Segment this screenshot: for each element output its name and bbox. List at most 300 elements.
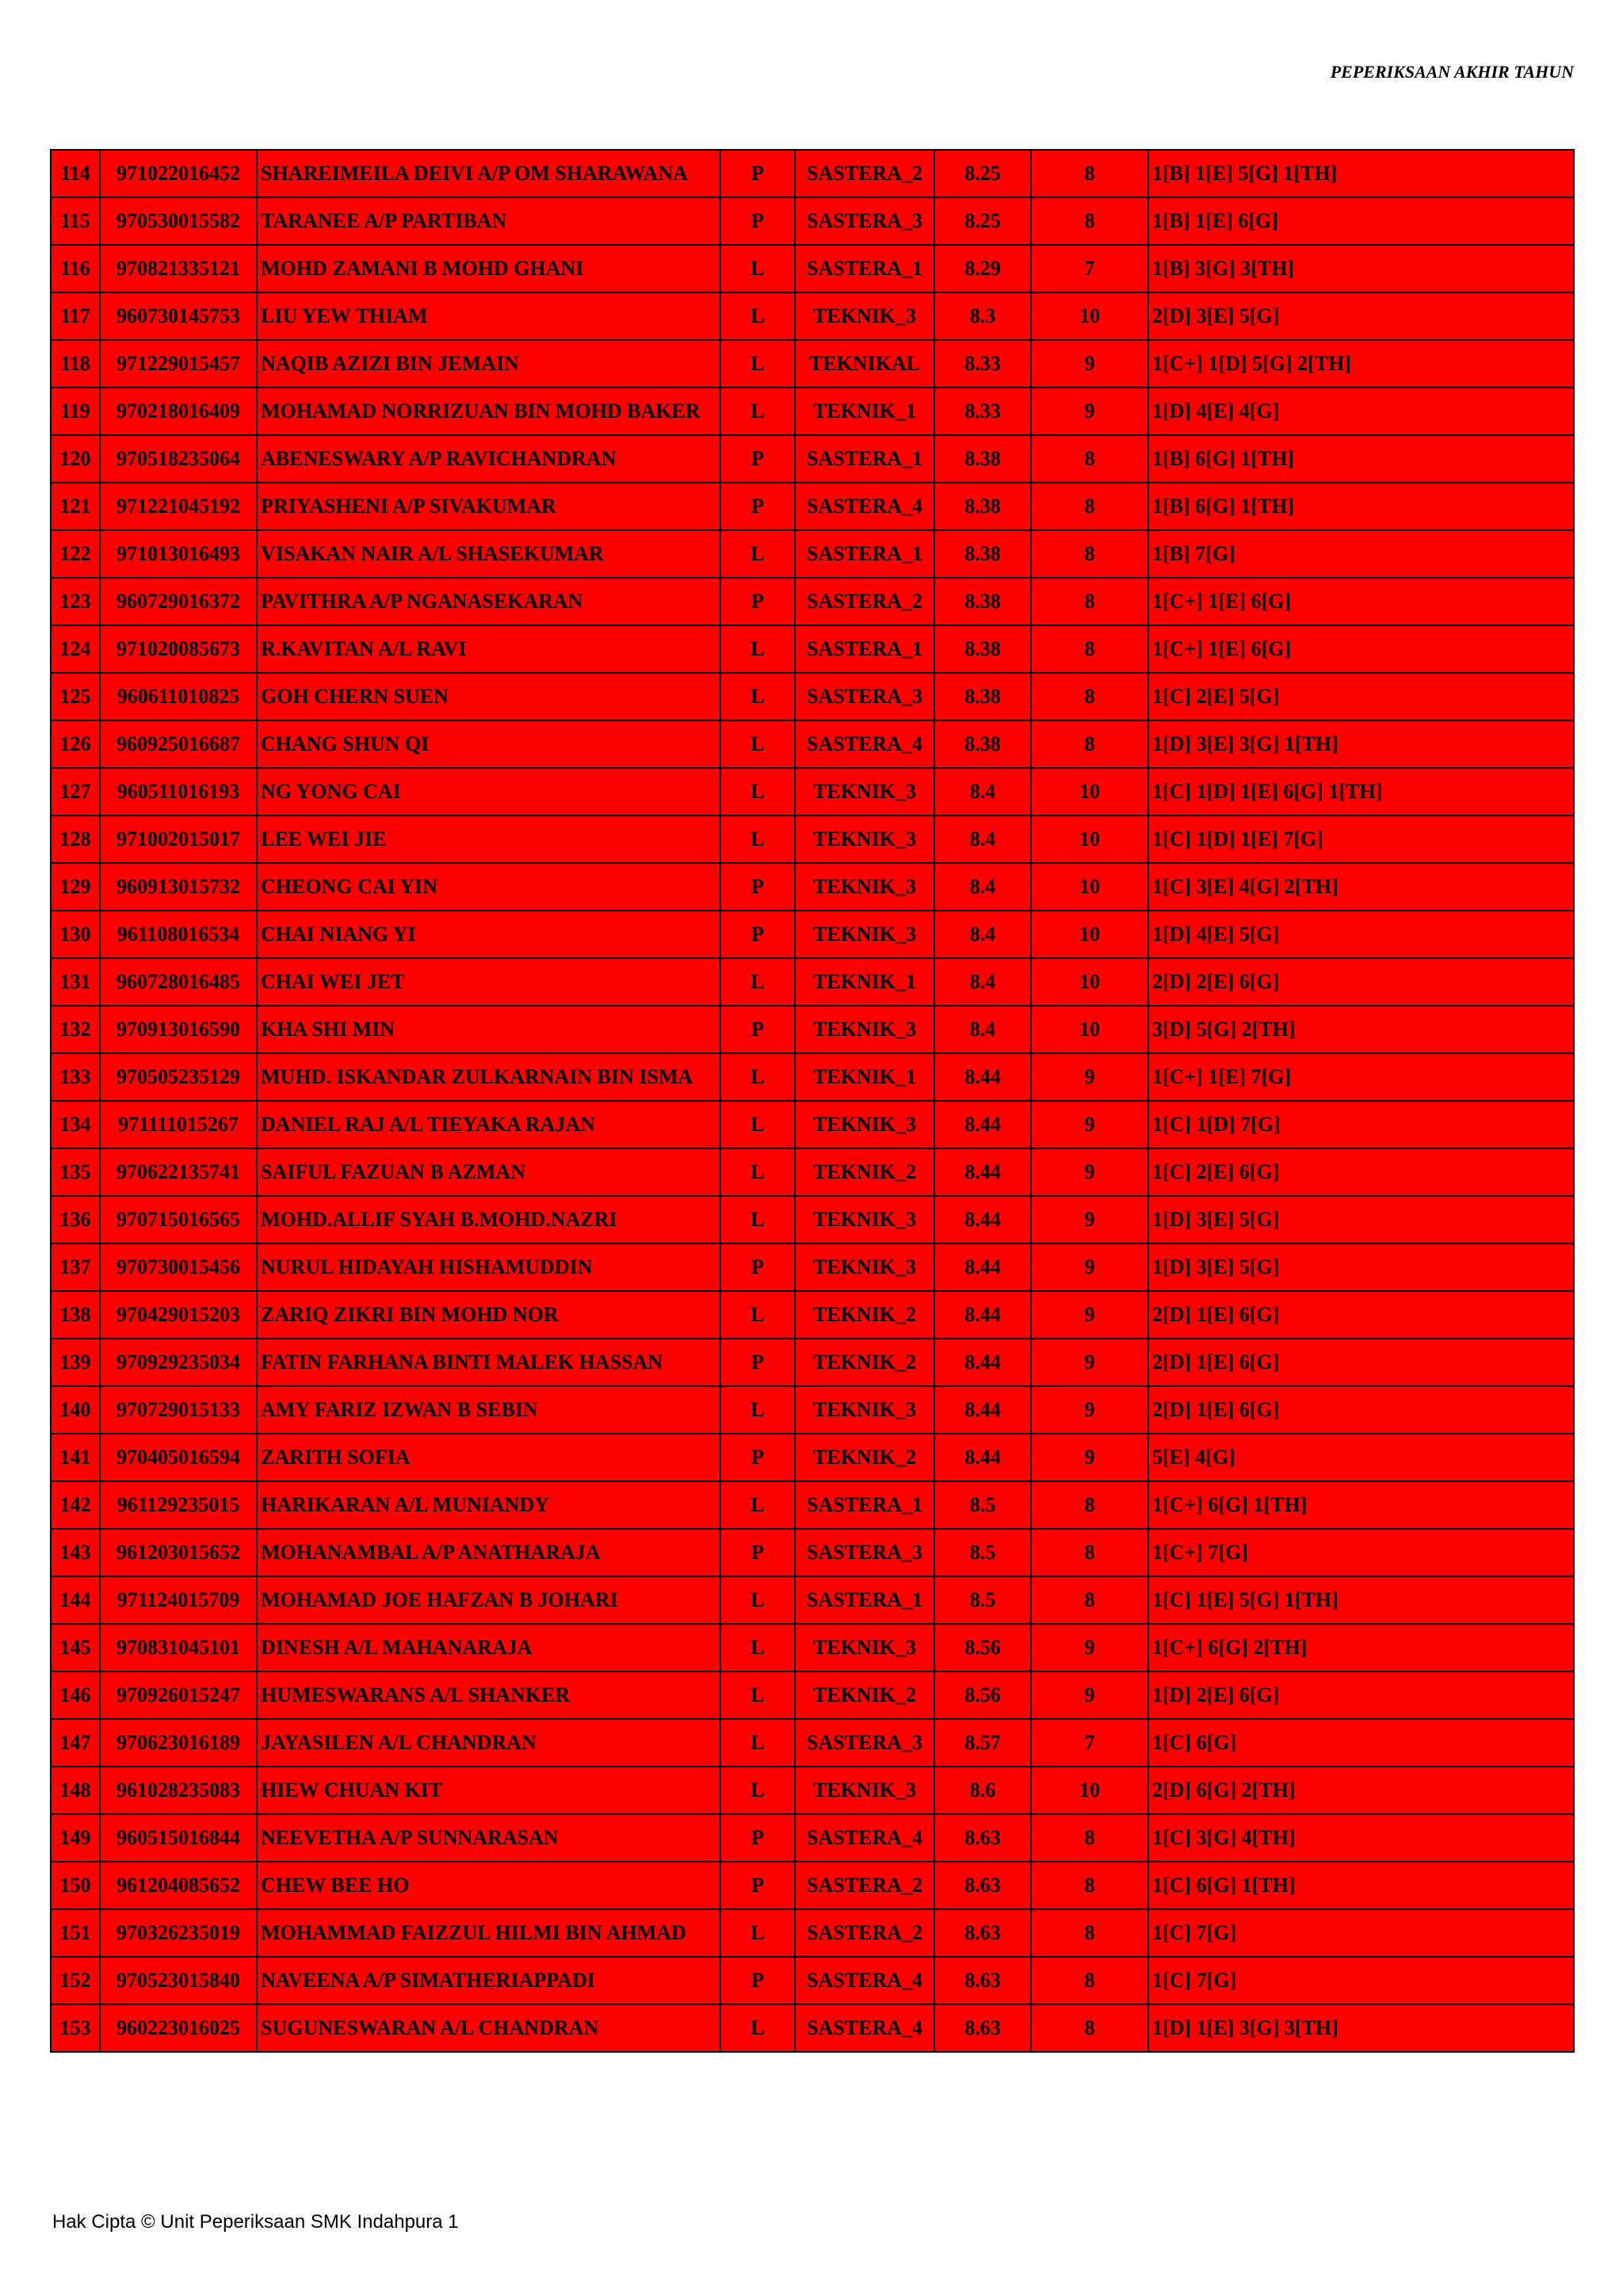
cell-score: 8.38 <box>934 625 1031 673</box>
cell-score: 8.38 <box>934 530 1031 578</box>
cell-score: 8.4 <box>934 1006 1031 1053</box>
cell-number: 145 <box>51 1624 100 1671</box>
cell-name: DINESH A/L MAHANARAJA <box>257 1624 720 1671</box>
table-row <box>51 1196 1574 1244</box>
page-header-title: PEPERIKSAAN AKHIR TAHUN <box>1330 62 1574 82</box>
cell-score: 8.33 <box>934 340 1031 388</box>
cell-grades: 1[C] 2[E] 5[G] <box>1148 673 1574 720</box>
cell-score: 8.63 <box>934 1909 1031 1957</box>
cell-class: SASTERA_1 <box>795 435 934 483</box>
cell-score: 8.44 <box>934 1339 1031 1386</box>
cell-subject-count: 10 <box>1031 816 1148 863</box>
cell-name: GOH CHERN SUEN <box>257 673 720 720</box>
cell-subject-count: 8 <box>1031 625 1148 673</box>
cell-name: VISAKAN NAIR A/L SHASEKUMAR <box>257 530 720 578</box>
cell-grades: 1[C+] 1[E] 7[G] <box>1148 1053 1574 1101</box>
cell-number: 119 <box>51 388 100 435</box>
cell-number: 143 <box>51 1529 100 1576</box>
cell-gender: L <box>720 673 795 720</box>
cell-class: TEKNIK_2 <box>795 1339 934 1386</box>
cell-subject-count: 7 <box>1031 1719 1148 1767</box>
cell-ic-number: 970729015133 <box>100 1386 257 1434</box>
cell-class: TEKNIK_3 <box>795 1006 934 1053</box>
cell-number: 115 <box>51 197 100 245</box>
table-row <box>51 1006 1574 1053</box>
cell-ic-number: 961108016534 <box>100 911 257 958</box>
cell-number: 124 <box>51 625 100 673</box>
cell-ic-number: 960511016193 <box>100 768 257 816</box>
cell-score: 8.44 <box>934 1244 1031 1291</box>
cell-name: PAVITHRA A/P NGANASEKARAN <box>257 578 720 625</box>
table-row <box>51 1719 1574 1767</box>
cell-grades: 1[C] 1[E] 5[G] 1[TH] <box>1148 1576 1574 1624</box>
cell-class: TEKNIK_3 <box>795 292 934 340</box>
cell-grades: 1[B] 1[E] 6[G] <box>1148 197 1574 245</box>
table-row <box>51 1671 1574 1719</box>
cell-ic-number: 960913015732 <box>100 863 257 911</box>
cell-class: SASTERA_2 <box>795 578 934 625</box>
cell-number: 138 <box>51 1291 100 1339</box>
cell-score: 8.25 <box>934 150 1031 197</box>
cell-name: SHAREIMEILA DEIVI A/P OM SHARAWANA <box>257 150 720 197</box>
cell-name: MOHAMMAD FAIZZUL HILMI BIN AHMAD <box>257 1909 720 1957</box>
cell-grades: 1[C] 3[G] 4[TH] <box>1148 1814 1574 1862</box>
cell-ic-number: 971020085673 <box>100 625 257 673</box>
cell-class: TEKNIK_2 <box>795 1671 934 1719</box>
cell-score: 8.56 <box>934 1671 1031 1719</box>
cell-subject-count: 9 <box>1031 388 1148 435</box>
cell-number: 141 <box>51 1434 100 1481</box>
cell-class: TEKNIK_1 <box>795 958 934 1006</box>
cell-subject-count: 9 <box>1031 1339 1148 1386</box>
cell-class: SASTERA_3 <box>795 1529 934 1576</box>
table-row <box>51 1624 1574 1671</box>
cell-class: SASTERA_2 <box>795 1862 934 1909</box>
cell-name: ZARIQ ZIKRI BIN MOHD NOR <box>257 1291 720 1339</box>
cell-ic-number: 960515016844 <box>100 1814 257 1862</box>
cell-subject-count: 8 <box>1031 1576 1148 1624</box>
cell-score: 8.4 <box>934 863 1031 911</box>
cell-subject-count: 10 <box>1031 1767 1148 1814</box>
cell-gender: P <box>720 1244 795 1291</box>
cell-number: 135 <box>51 1148 100 1196</box>
cell-grades: 1[C+] 1[E] 6[G] <box>1148 625 1574 673</box>
cell-ic-number: 971229015457 <box>100 340 257 388</box>
cell-gender: L <box>720 816 795 863</box>
cell-ic-number: 970821335121 <box>100 245 257 292</box>
cell-name: AMY FARIZ IZWAN B SEBIN <box>257 1386 720 1434</box>
cell-ic-number: 971022016452 <box>100 150 257 197</box>
cell-grades: 1[C] 1[D] 7[G] <box>1148 1101 1574 1148</box>
cell-grades: 2[D] 3[E] 5[G] <box>1148 292 1574 340</box>
cell-number: 128 <box>51 816 100 863</box>
cell-number: 117 <box>51 292 100 340</box>
table-row <box>51 958 1574 1006</box>
cell-number: 137 <box>51 1244 100 1291</box>
table-row <box>51 1291 1574 1339</box>
cell-name: LEE WEI JIE <box>257 816 720 863</box>
cell-score: 8.44 <box>934 1386 1031 1434</box>
table-row <box>51 1814 1574 1862</box>
cell-score: 8.38 <box>934 578 1031 625</box>
cell-gender: L <box>720 1148 795 1196</box>
cell-class: TEKNIK_3 <box>795 1624 934 1671</box>
table-row <box>51 578 1574 625</box>
cell-class: SASTERA_2 <box>795 1909 934 1957</box>
cell-score: 8.44 <box>934 1291 1031 1339</box>
cell-subject-count: 10 <box>1031 292 1148 340</box>
cell-grades: 3[D] 5[G] 2[TH] <box>1148 1006 1574 1053</box>
cell-gender: P <box>720 911 795 958</box>
cell-grades: 1[C] 7[G] <box>1148 1957 1574 2004</box>
table-row <box>51 340 1574 388</box>
table-row <box>51 1576 1574 1624</box>
cell-name: NEEVETHA A/P SUNNARASAN <box>257 1814 720 1862</box>
cell-subject-count: 8 <box>1031 578 1148 625</box>
cell-gender: L <box>720 1767 795 1814</box>
table-row <box>51 1529 1574 1576</box>
cell-score: 8.56 <box>934 1624 1031 1671</box>
table-row <box>51 911 1574 958</box>
cell-ic-number: 970623016189 <box>100 1719 257 1767</box>
cell-gender: P <box>720 863 795 911</box>
cell-grades: 1[C] 2[E] 6[G] <box>1148 1148 1574 1196</box>
cell-ic-number: 961203015652 <box>100 1529 257 1576</box>
cell-score: 8.5 <box>934 1481 1031 1529</box>
table-row <box>51 1434 1574 1481</box>
cell-number: 118 <box>51 340 100 388</box>
cell-score: 8.44 <box>934 1101 1031 1148</box>
cell-name: R.KAVITAN A/L RAVI <box>257 625 720 673</box>
cell-name: MOHD.ALLIF SYAH B.MOHD.NAZRI <box>257 1196 720 1244</box>
cell-subject-count: 8 <box>1031 483 1148 530</box>
table-row <box>51 720 1574 768</box>
cell-gender: P <box>720 150 795 197</box>
cell-subject-count: 10 <box>1031 911 1148 958</box>
cell-ic-number: 961129235015 <box>100 1481 257 1529</box>
cell-subject-count: 8 <box>1031 1814 1148 1862</box>
cell-score: 8.44 <box>934 1148 1031 1196</box>
cell-class: TEKNIK_2 <box>795 1434 934 1481</box>
cell-name: MUHD. ISKANDAR ZULKARNAIN BIN ISMA <box>257 1053 720 1101</box>
cell-ic-number: 970326235019 <box>100 1909 257 1957</box>
cell-name: FATIN FARHANA BINTI MALEK HASSAN <box>257 1339 720 1386</box>
cell-score: 8.57 <box>934 1719 1031 1767</box>
cell-gender: P <box>720 197 795 245</box>
cell-grades: 1[D] 4[E] 4[G] <box>1148 388 1574 435</box>
cell-number: 114 <box>51 150 100 197</box>
page-footer-copyright: Hak Cipta © Unit Peperiksaan SMK Indahpura 1 <box>52 2211 459 2233</box>
cell-name: CHANG SHUN QI <box>257 720 720 768</box>
table-row <box>51 435 1574 483</box>
cell-class: SASTERA_1 <box>795 625 934 673</box>
cell-score: 8.3 <box>934 292 1031 340</box>
cell-gender: L <box>720 1101 795 1148</box>
cell-gender: L <box>720 958 795 1006</box>
cell-grades: 2[D] 1[E] 6[G] <box>1148 1339 1574 1386</box>
cell-class: SASTERA_3 <box>795 197 934 245</box>
cell-number: 139 <box>51 1339 100 1386</box>
table-row <box>51 197 1574 245</box>
cell-gender: P <box>720 1006 795 1053</box>
cell-grades: 1[B] 7[G] <box>1148 530 1574 578</box>
cell-name: NAVEENA A/P SIMATHERIAPPADI <box>257 1957 720 2004</box>
table-row <box>51 863 1574 911</box>
cell-number: 152 <box>51 1957 100 2004</box>
cell-grades: 1[D] 1[E] 3[G] 3[TH] <box>1148 2004 1574 2052</box>
cell-class: TEKNIK_3 <box>795 768 934 816</box>
cell-class: TEKNIK_3 <box>795 1244 934 1291</box>
cell-name: MOHANAMBAL A/P ANATHARAJA <box>257 1529 720 1576</box>
cell-name: SAIFUL FAZUAN B AZMAN <box>257 1148 720 1196</box>
cell-subject-count: 8 <box>1031 1529 1148 1576</box>
cell-number: 126 <box>51 720 100 768</box>
cell-grades: 1[C+] 6[G] 1[TH] <box>1148 1481 1574 1529</box>
cell-grades: 1[B] 3[G] 3[TH] <box>1148 245 1574 292</box>
cell-number: 125 <box>51 673 100 720</box>
cell-grades: 1[C] 6[G] <box>1148 1719 1574 1767</box>
cell-ic-number: 970913016590 <box>100 1006 257 1053</box>
cell-subject-count: 9 <box>1031 1196 1148 1244</box>
cell-score: 8.44 <box>934 1196 1031 1244</box>
cell-grades: 1[C] 7[G] <box>1148 1909 1574 1957</box>
cell-number: 147 <box>51 1719 100 1767</box>
cell-score: 8.5 <box>934 1576 1031 1624</box>
table-row <box>51 1909 1574 1957</box>
cell-ic-number: 960611010825 <box>100 673 257 720</box>
cell-class: TEKNIK_3 <box>795 1767 934 1814</box>
cell-subject-count: 8 <box>1031 150 1148 197</box>
cell-gender: L <box>720 1386 795 1434</box>
table-row <box>51 673 1574 720</box>
cell-class: SASTERA_4 <box>795 720 934 768</box>
cell-score: 8.29 <box>934 245 1031 292</box>
table-row <box>51 1053 1574 1101</box>
cell-subject-count: 8 <box>1031 435 1148 483</box>
cell-score: 8.4 <box>934 768 1031 816</box>
cell-gender: L <box>720 1671 795 1719</box>
cell-number: 140 <box>51 1386 100 1434</box>
cell-gender: L <box>720 1196 795 1244</box>
cell-number: 122 <box>51 530 100 578</box>
cell-ic-number: 970518235064 <box>100 435 257 483</box>
table-row <box>51 625 1574 673</box>
cell-ic-number: 960223016025 <box>100 2004 257 2052</box>
cell-subject-count: 8 <box>1031 1909 1148 1957</box>
cell-number: 144 <box>51 1576 100 1624</box>
cell-ic-number: 970523015840 <box>100 1957 257 2004</box>
table-row <box>51 530 1574 578</box>
cell-class: TEKNIK_2 <box>795 1291 934 1339</box>
cell-score: 8.63 <box>934 1862 1031 1909</box>
cell-ic-number: 970218016409 <box>100 388 257 435</box>
cell-name: CHEONG CAI YIN <box>257 863 720 911</box>
table-row <box>51 1481 1574 1529</box>
cell-class: TEKNIK_3 <box>795 1196 934 1244</box>
cell-number: 116 <box>51 245 100 292</box>
cell-class: SASTERA_1 <box>795 530 934 578</box>
cell-gender: L <box>720 1624 795 1671</box>
table-row <box>51 1339 1574 1386</box>
cell-ic-number: 970831045101 <box>100 1624 257 1671</box>
cell-name: DANIEL RAJ A/L TIEYAKA RAJAN <box>257 1101 720 1148</box>
cell-gender: L <box>720 1719 795 1767</box>
results-table-container <box>50 149 1575 2053</box>
cell-class: SASTERA_1 <box>795 1481 934 1529</box>
cell-subject-count: 9 <box>1031 1101 1148 1148</box>
cell-grades: 2[D] 1[E] 6[G] <box>1148 1386 1574 1434</box>
cell-name: NURUL HIDAYAH HISHAMUDDIN <box>257 1244 720 1291</box>
cell-name: KHA SHI MIN <box>257 1006 720 1053</box>
cell-grades: 1[D] 3[E] 5[G] <box>1148 1196 1574 1244</box>
cell-subject-count: 8 <box>1031 673 1148 720</box>
cell-grades: 1[C+] 1[D] 5[G] 2[TH] <box>1148 340 1574 388</box>
cell-subject-count: 8 <box>1031 1862 1148 1909</box>
cell-score: 8.63 <box>934 2004 1031 2052</box>
cell-class: TEKNIK_1 <box>795 1053 934 1101</box>
cell-class: SASTERA_3 <box>795 673 934 720</box>
cell-score: 8.4 <box>934 958 1031 1006</box>
cell-subject-count: 9 <box>1031 1291 1148 1339</box>
cell-gender: P <box>720 1339 795 1386</box>
cell-ic-number: 971221045192 <box>100 483 257 530</box>
cell-ic-number: 970622135741 <box>100 1148 257 1196</box>
cell-gender: L <box>720 1576 795 1624</box>
cell-number: 120 <box>51 435 100 483</box>
cell-ic-number: 970429015203 <box>100 1291 257 1339</box>
cell-number: 134 <box>51 1101 100 1148</box>
cell-subject-count: 10 <box>1031 958 1148 1006</box>
cell-name: MOHAMAD NORRIZUAN BIN MOHD BAKER <box>257 388 720 435</box>
cell-number: 123 <box>51 578 100 625</box>
cell-number: 148 <box>51 1767 100 1814</box>
cell-grades: 1[C+] 7[G] <box>1148 1529 1574 1576</box>
cell-subject-count: 9 <box>1031 1624 1148 1671</box>
table-row <box>51 483 1574 530</box>
cell-ic-number: 971002015017 <box>100 816 257 863</box>
cell-ic-number: 970730015456 <box>100 1244 257 1291</box>
cell-grades: 2[D] 2[E] 6[G] <box>1148 958 1574 1006</box>
cell-subject-count: 9 <box>1031 340 1148 388</box>
cell-subject-count: 8 <box>1031 1957 1148 2004</box>
cell-ic-number: 970505235129 <box>100 1053 257 1101</box>
cell-ic-number: 960730145753 <box>100 292 257 340</box>
cell-class: TEKNIK_3 <box>795 911 934 958</box>
table-row <box>51 245 1574 292</box>
results-table <box>50 149 1575 2053</box>
cell-subject-count: 9 <box>1031 1148 1148 1196</box>
cell-name: LIU YEW THIAM <box>257 292 720 340</box>
cell-grades: 2[D] 1[E] 6[G] <box>1148 1291 1574 1339</box>
cell-subject-count: 8 <box>1031 2004 1148 2052</box>
cell-name: CHEW BEE HO <box>257 1862 720 1909</box>
cell-ic-number: 971124015709 <box>100 1576 257 1624</box>
table-row <box>51 768 1574 816</box>
table-row <box>51 816 1574 863</box>
cell-name: HARIKARAN A/L MUNIANDY <box>257 1481 720 1529</box>
cell-grades: 1[D] 3[E] 5[G] <box>1148 1244 1574 1291</box>
cell-score: 8.63 <box>934 1814 1031 1862</box>
cell-gender: L <box>720 1053 795 1101</box>
cell-ic-number: 961028235083 <box>100 1767 257 1814</box>
cell-number: 127 <box>51 768 100 816</box>
cell-score: 8.5 <box>934 1529 1031 1576</box>
cell-number: 151 <box>51 1909 100 1957</box>
cell-name: CHAI WEI JET <box>257 958 720 1006</box>
table-row <box>51 150 1574 197</box>
cell-class: SASTERA_1 <box>795 1576 934 1624</box>
cell-subject-count: 10 <box>1031 768 1148 816</box>
cell-name: SUGUNESWARAN A/L CHANDRAN <box>257 2004 720 2052</box>
cell-grades: 1[B] 6[G] 1[TH] <box>1148 435 1574 483</box>
cell-name: JAYASILEN A/L CHANDRAN <box>257 1719 720 1767</box>
cell-number: 146 <box>51 1671 100 1719</box>
cell-gender: P <box>720 578 795 625</box>
cell-grades: 1[C+] 6[G] 2[TH] <box>1148 1624 1574 1671</box>
cell-gender: L <box>720 720 795 768</box>
cell-subject-count: 8 <box>1031 720 1148 768</box>
cell-gender: P <box>720 1529 795 1576</box>
cell-gender: L <box>720 625 795 673</box>
table-row <box>51 1862 1574 1909</box>
cell-ic-number: 970926015247 <box>100 1671 257 1719</box>
cell-name: ABENESWARY A/P RAVICHANDRAN <box>257 435 720 483</box>
cell-gender: P <box>720 1957 795 2004</box>
cell-gender: P <box>720 483 795 530</box>
cell-grades: 1[B] 6[G] 1[TH] <box>1148 483 1574 530</box>
cell-score: 8.6 <box>934 1767 1031 1814</box>
cell-name: HUMESWARANS A/L SHANKER <box>257 1671 720 1719</box>
cell-grades: 1[B] 1[E] 5[G] 1[TH] <box>1148 150 1574 197</box>
cell-class: TEKNIK_2 <box>795 1148 934 1196</box>
cell-grades: 5[E] 4[G] <box>1148 1434 1574 1481</box>
cell-name: TARANEE A/P PARTIBAN <box>257 197 720 245</box>
cell-score: 8.38 <box>934 435 1031 483</box>
cell-gender: P <box>720 435 795 483</box>
table-row <box>51 1101 1574 1148</box>
cell-score: 8.38 <box>934 720 1031 768</box>
cell-score: 8.25 <box>934 197 1031 245</box>
cell-subject-count: 8 <box>1031 1481 1148 1529</box>
cell-ic-number: 960925016687 <box>100 720 257 768</box>
cell-subject-count: 10 <box>1031 1006 1148 1053</box>
cell-subject-count: 8 <box>1031 197 1148 245</box>
cell-grades: 1[C] 6[G] 1[TH] <box>1148 1862 1574 1909</box>
cell-number: 133 <box>51 1053 100 1101</box>
cell-number: 149 <box>51 1814 100 1862</box>
cell-number: 136 <box>51 1196 100 1244</box>
cell-class: SASTERA_2 <box>795 150 934 197</box>
cell-number: 130 <box>51 911 100 958</box>
cell-number: 150 <box>51 1862 100 1909</box>
cell-score: 8.33 <box>934 388 1031 435</box>
cell-gender: P <box>720 1434 795 1481</box>
cell-grades: 1[D] 3[E] 3[G] 1[TH] <box>1148 720 1574 768</box>
cell-class: TEKNIK_3 <box>795 863 934 911</box>
cell-score: 8.4 <box>934 816 1031 863</box>
cell-gender: L <box>720 530 795 578</box>
cell-score: 8.44 <box>934 1053 1031 1101</box>
cell-grades: 1[C+] 1[E] 6[G] <box>1148 578 1574 625</box>
cell-name: HIEW CHUAN KIT <box>257 1767 720 1814</box>
cell-gender: P <box>720 1862 795 1909</box>
cell-subject-count: 8 <box>1031 530 1148 578</box>
cell-gender: L <box>720 1291 795 1339</box>
cell-name: NAQIB AZIZI BIN JEMAIN <box>257 340 720 388</box>
cell-gender: L <box>720 2004 795 2052</box>
cell-class: TEKNIK_1 <box>795 388 934 435</box>
cell-score: 8.4 <box>934 911 1031 958</box>
